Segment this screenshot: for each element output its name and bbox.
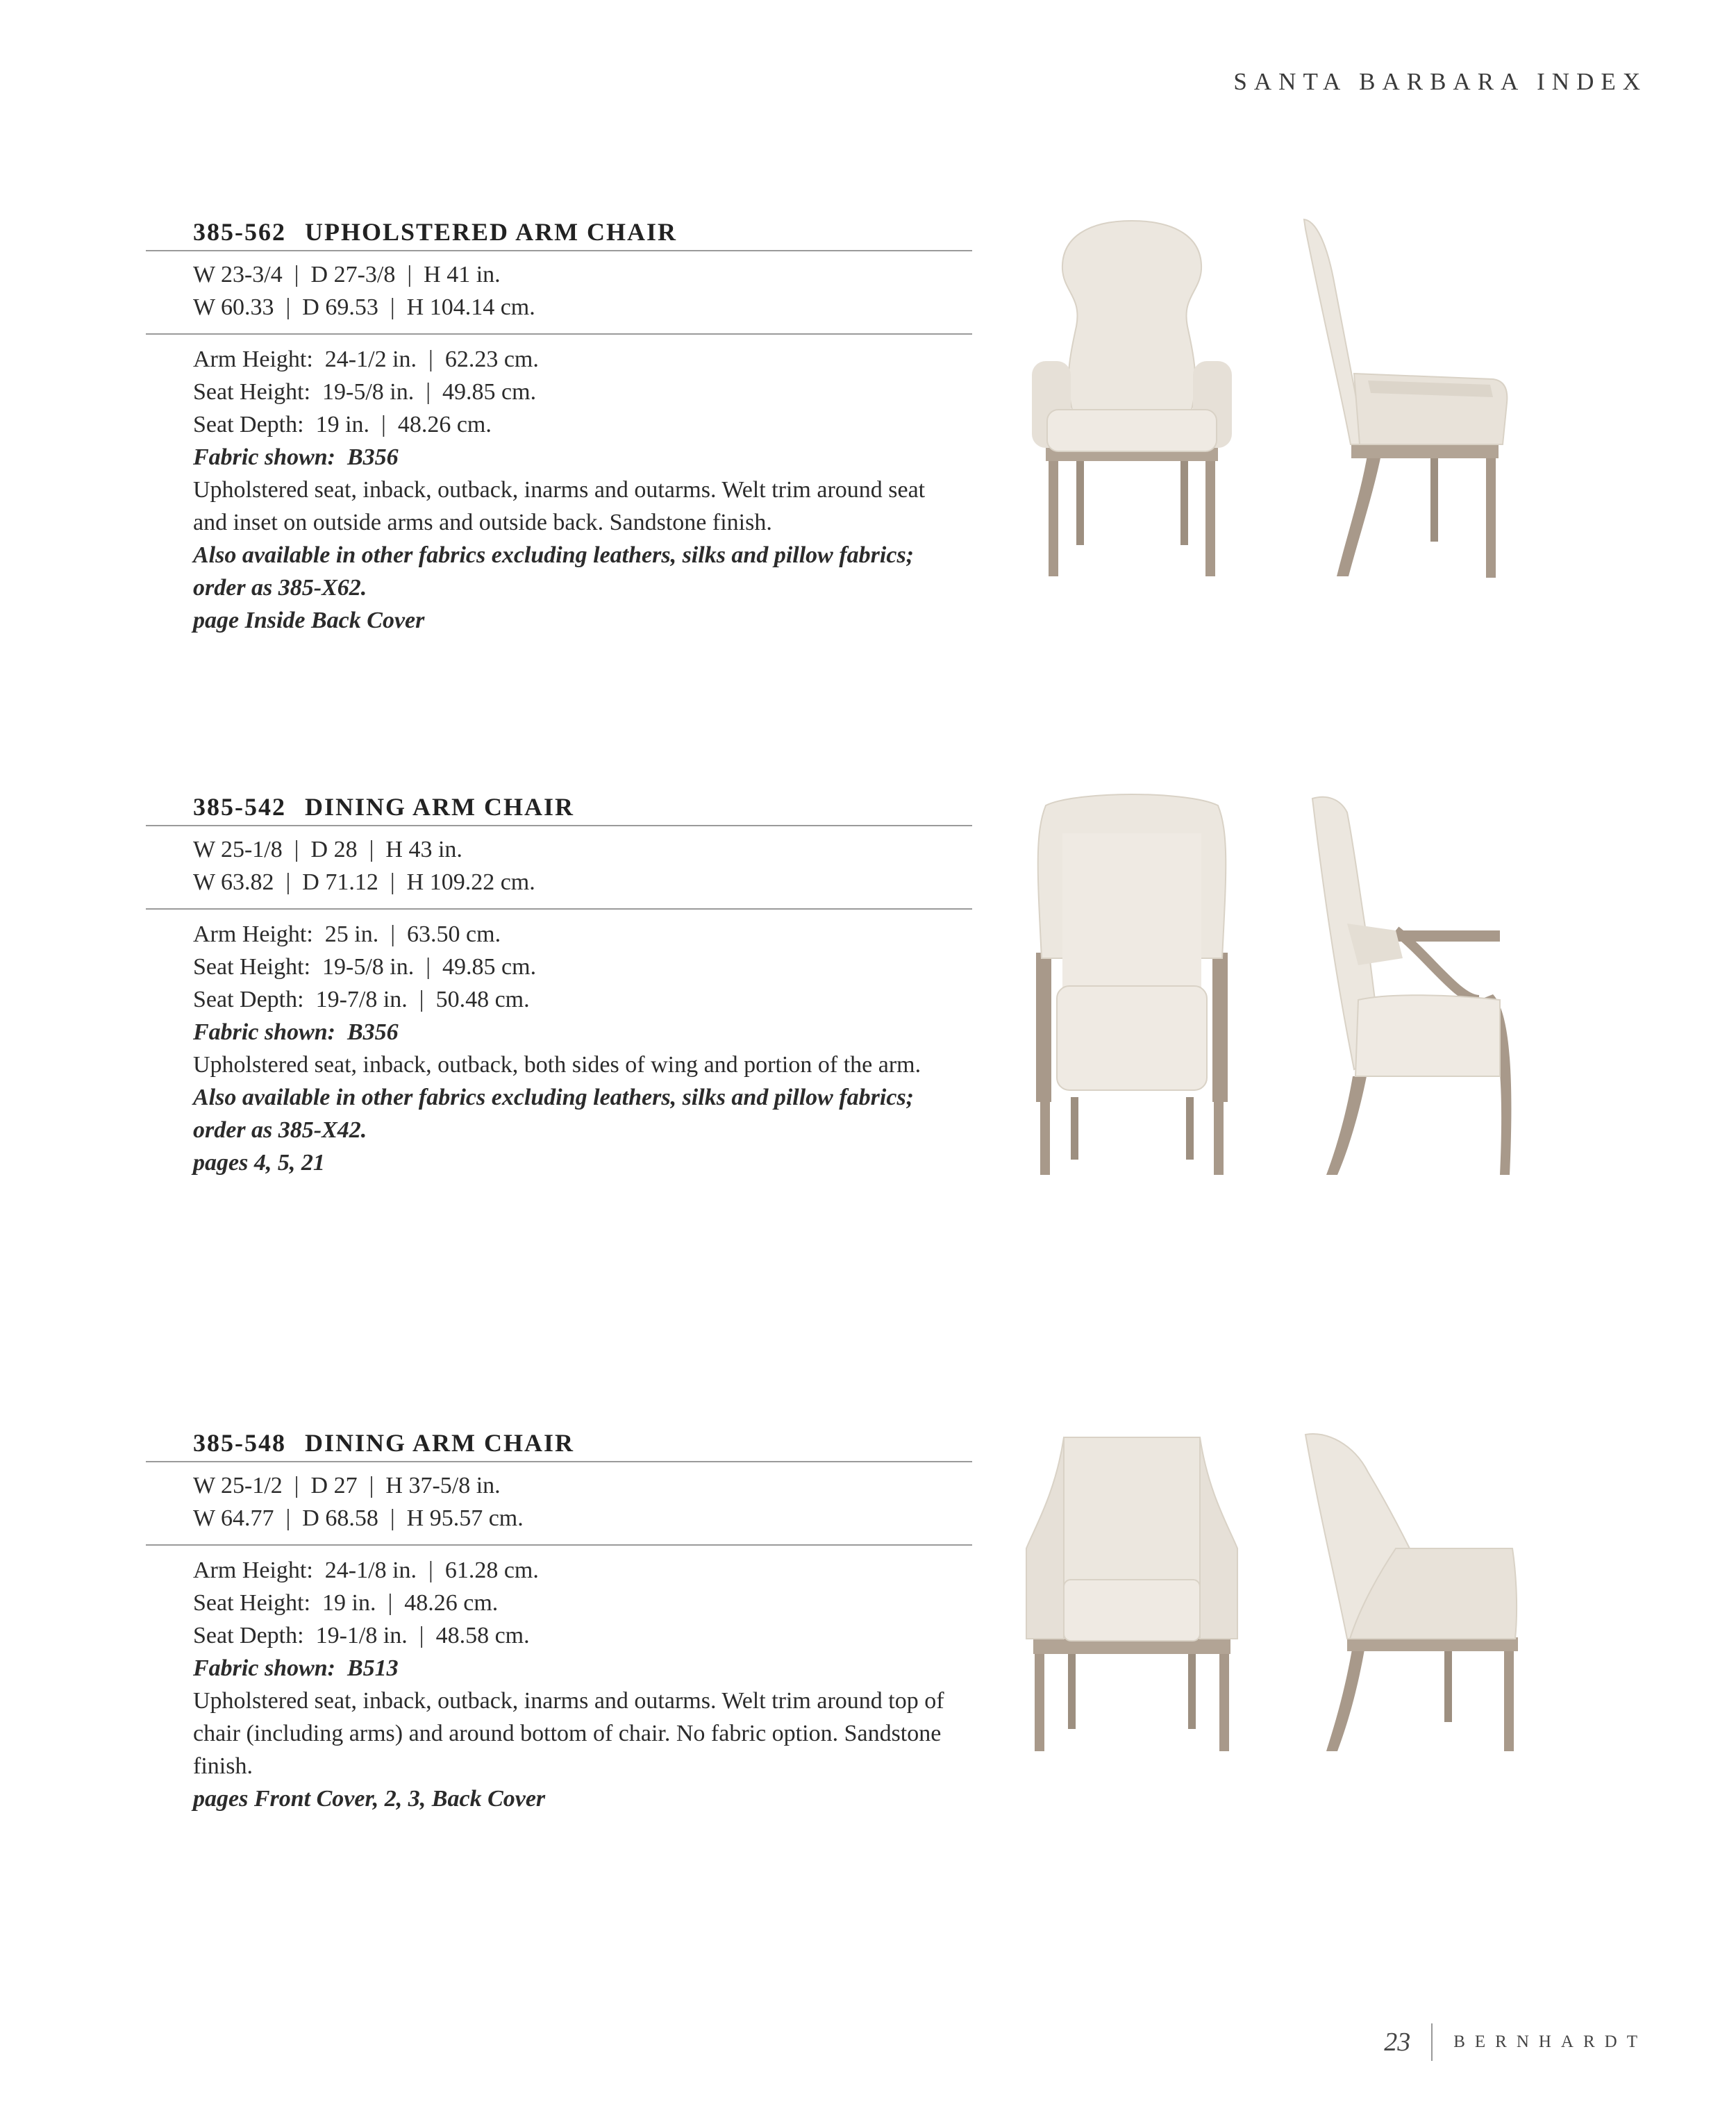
product-title <box>193 1425 972 1461</box>
seat-depth: Seat Depth: 19-7/8 in. | 50.48 cm. <box>193 987 530 1012</box>
product-name: DINING ARM CHAIR <box>305 1429 575 1457</box>
seat-height: Seat Height: 19-5/8 in. | 49.85 cm. <box>193 954 537 980</box>
dimensions-inches: W 25-1/2 | D 27 | H 37-5/8 in. <box>193 1473 501 1498</box>
description: Upholstered seat, inback, outback, inarms and outarms. Welt trim around seat and inset on outside arms and outside back. Sandstone finish. <box>193 477 926 535</box>
brand-logo: BERNHARDT <box>1453 2032 1647 2051</box>
product-sku: 385-548 <box>193 1429 286 1457</box>
description: Upholstered seat, inback, outback, inarms and outarms. Welt trim around top of chair (including arms) and around bottom of chair. No fabric option. Sandstone finish. <box>193 1688 944 1779</box>
page-header-title: SANTA BARBARA INDEX <box>1233 68 1647 95</box>
seat-height: Seat Height: 19-5/8 in. | 49.85 cm. <box>193 379 537 405</box>
product-images-385-562 <box>1028 215 1535 583</box>
product-images-385-542 <box>1021 792 1528 1180</box>
chair-front-view-image <box>1028 215 1236 583</box>
description: Upholstered seat, inback, outback, both sides of wing and portion of the arm. <box>193 1052 921 1078</box>
product-sku: 385-562 <box>193 218 286 246</box>
product-name: DINING ARM CHAIR <box>305 793 575 821</box>
product-details <box>146 335 972 637</box>
arm-height: Arm Height: 24-1/8 in. | 61.28 cm. <box>193 1557 539 1583</box>
dimensions <box>146 1462 972 1544</box>
page-references: page Inside Back Cover <box>193 608 425 633</box>
footer-divider <box>1431 2023 1433 2061</box>
fabric-shown: Fabric shown: B356 <box>193 1019 399 1045</box>
availability: Also available in other fabrics excluding leathers, silks and pillow fabrics; order as 385-X62. <box>193 542 914 601</box>
chair-side-view-image <box>1292 792 1528 1180</box>
product-details <box>146 910 972 1179</box>
product-385-562 <box>146 214 972 637</box>
dimensions <box>146 251 972 333</box>
arm-height: Arm Height: 24-1/2 in. | 62.23 cm. <box>193 346 539 372</box>
dimensions-inches: W 25-1/8 | D 28 | H 43 in. <box>193 837 462 862</box>
fabric-shown: Fabric shown: B356 <box>193 444 399 470</box>
fabric-shown: Fabric shown: B513 <box>193 1655 399 1681</box>
product-details <box>146 1546 972 1815</box>
page-references: pages 4, 5, 21 <box>193 1150 325 1176</box>
seat-height: Seat Height: 19 in. | 48.26 cm. <box>193 1590 499 1616</box>
product-name: UPHOLSTERED ARM CHAIR <box>305 218 678 246</box>
chair-front-view-image <box>1021 792 1243 1180</box>
page-footer <box>1384 2023 1647 2061</box>
chair-side-view-image <box>1285 215 1535 583</box>
dimensions-cm: W 64.77 | D 68.58 | H 95.57 cm. <box>193 1505 524 1531</box>
seat-depth: Seat Depth: 19 in. | 48.26 cm. <box>193 412 492 437</box>
product-sku: 385-542 <box>193 793 286 821</box>
availability: Also available in other fabrics excluding leathers, silks and pillow fabrics; order as 385-X42. <box>193 1085 914 1143</box>
page-references: pages Front Cover, 2, 3, Back Cover <box>193 1786 546 1812</box>
product-title <box>193 789 972 825</box>
dimensions-cm: W 63.82 | D 71.12 | H 109.22 cm. <box>193 869 535 895</box>
product-385-548 <box>146 1425 972 1815</box>
dimensions-cm: W 60.33 | D 69.53 | H 104.14 cm. <box>193 294 535 320</box>
product-images-385-548 <box>1021 1430 1528 1757</box>
chair-front-view-image <box>1021 1430 1243 1757</box>
arm-height: Arm Height: 25 in. | 63.50 cm. <box>193 921 501 947</box>
product-385-542 <box>146 789 972 1179</box>
seat-depth: Seat Depth: 19-1/8 in. | 48.58 cm. <box>193 1623 530 1648</box>
dimensions <box>146 826 972 908</box>
product-title <box>193 214 972 250</box>
page-number: 23 <box>1384 2028 1411 2057</box>
chair-side-view-image <box>1292 1430 1528 1757</box>
dimensions-inches: W 23-3/4 | D 27-3/8 | H 41 in. <box>193 262 501 287</box>
